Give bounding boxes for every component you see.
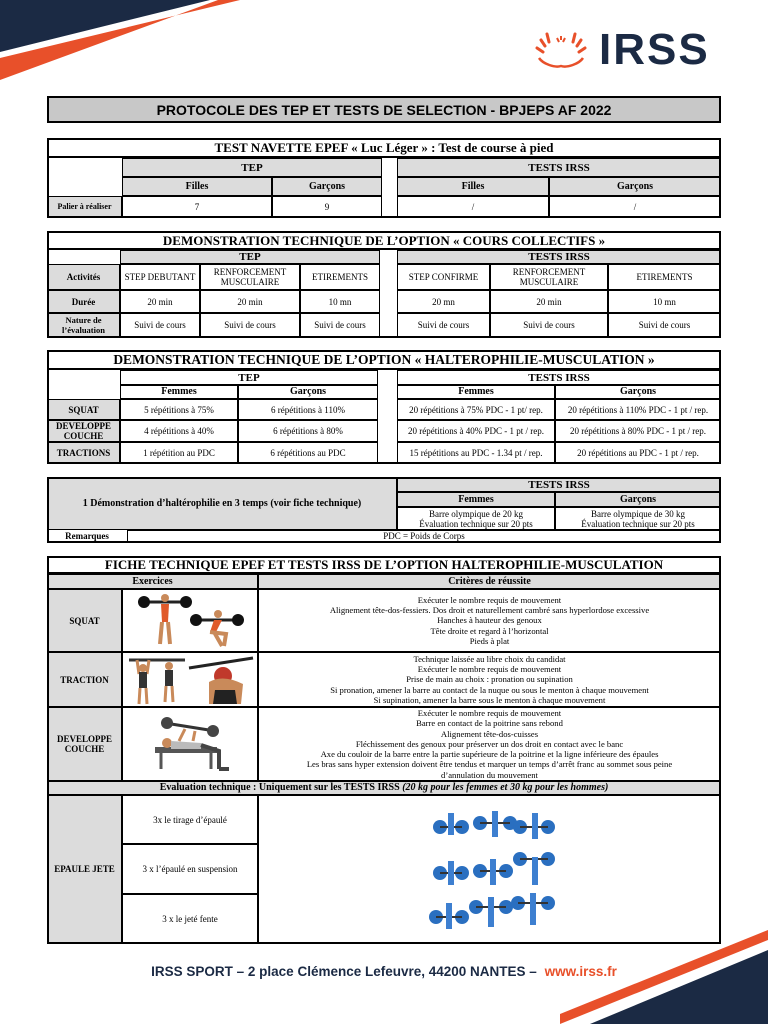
criterion: Exécuter le nombre requis de mouvement: [417, 664, 562, 675]
navette-irss-header: TESTS IRSS: [397, 158, 721, 177]
collectifs-title: DEMONSTRATION TECHNIQUE DE L’OPTION « COURS COLLECTIFS »: [47, 231, 721, 250]
halte-demo-garcons-eval: Évaluation technique sur 20 pts: [581, 518, 695, 529]
halte-pdc-note: PDC = Poids de Corps: [127, 530, 721, 542]
fiche-title: FICHE TECHNIQUE EPEF ET TESTS IRSS DE L’OPTION HALTEROPHILIE-MUSCULATION: [47, 556, 721, 574]
criterion: Alignement tête-dos-cuisses: [440, 728, 539, 739]
collectifs-row-duree: Durée: [47, 290, 120, 313]
halte-demo-irss-header: TESTS IRSS: [397, 477, 721, 492]
collectifs-row-nature: Nature de l’évaluation: [47, 313, 120, 337]
collectifs-tep-nature: Suivi de cours: [120, 313, 200, 337]
criterion: Les bras sans hyper extension doivent être tendus et marquer un temps d’arrêt franc au sommet sous peine: [306, 759, 673, 770]
fiche-col-criteres: Critères de réussite: [258, 574, 721, 589]
collectifs-tep-duree: 20 min: [200, 290, 300, 313]
halte-demo-garcons: Garçons: [555, 492, 721, 507]
fiche-col-exercices: Exercices: [47, 574, 258, 589]
collectifs-irss-nature: Suivi de cours: [397, 313, 490, 337]
collectifs-irss-nature: Suivi de cours: [608, 313, 721, 337]
halte-demo-femmes: Femmes: [397, 492, 555, 507]
halte-irss-femmes: Femmes: [397, 385, 555, 399]
halte-exercise-squat: SQUAT: [47, 399, 120, 420]
halte-exercise-tractions: TRACTIONS: [47, 442, 120, 463]
fiche-epaule-label: EPAULE JETE: [47, 795, 122, 943]
navette-tep-garcons-value: 9: [272, 196, 382, 217]
halte-irss-garcons: Garçons: [555, 385, 721, 399]
halte-irss-femmes-value: 15 répétitions au PDC - 1.34 pt / rep.: [397, 442, 555, 463]
criterion: Si supination, amener la barre sous le menton à chaque mouvement: [373, 694, 606, 705]
halte-exercise-developpe: DEVELOPPE COUCHE: [47, 420, 120, 442]
fiche-developpe-label: DEVELOPPE COUCHE: [47, 707, 122, 781]
criterion: Pieds à plat: [469, 635, 510, 646]
halte-tep-garcons-value: 6 répétitions à 80%: [238, 420, 378, 442]
laurel-book-icon: [533, 28, 589, 72]
navette-tep-garcons: Garçons: [272, 177, 382, 196]
halte-title: DEMONSTRATION TECHNIQUE DE L’OPTION « HALTEROPHILIE-MUSCULATION »: [47, 350, 721, 370]
irss-logo: [533, 25, 723, 74]
navette-irss-filles-value: /: [397, 196, 549, 217]
criterion: Fléchissement des genoux pour préserver un dos droit en contact avec le banc: [355, 738, 624, 749]
navette-title: TEST NAVETTE EPEF « Luc Léger » : Test de course à pied: [47, 138, 721, 158]
criterion: Prise de main au choix : pronation ou supination: [406, 674, 573, 685]
criterion: Tête droite et regard à l’horizontal: [430, 625, 549, 636]
collectifs-outline: [47, 231, 721, 338]
halte-demo-femmes-eval: Évaluation technique sur 20 pts: [419, 518, 533, 529]
criterion: Exécuter le nombre requis de mouvement: [417, 708, 562, 719]
collectifs-irss-header: TESTS IRSS: [397, 250, 721, 264]
halte-tep-femmes-value: 4 répétitions à 40%: [120, 420, 238, 442]
footer-link[interactable]: www.irss.fr: [544, 964, 617, 979]
collectifs-irss-nature: Suivi de cours: [490, 313, 608, 337]
halte-demo-text: 1 Démonstration d’haltérophilie en 3 temps (voir fiche technique): [47, 477, 397, 530]
navette-tep-filles-value: 7: [122, 196, 272, 217]
criterion: Hanches à hauteur des genoux: [437, 615, 542, 626]
navette-tep-header: TEP: [122, 158, 382, 177]
fiche-epaule-step: 3x le tirage d’épaulé: [122, 795, 258, 844]
fiche-squat-label: SQUAT: [47, 589, 122, 652]
collectifs-tep-header: TEP: [120, 250, 380, 264]
navette-irss-garcons: Garçons: [549, 177, 721, 196]
collectifs-tep-activity: RENFORCEMENT MUSCULAIRE: [200, 264, 300, 290]
criterion: Technique laissée au libre choix du candidat: [413, 653, 566, 664]
fiche-epaule-step: 3 x l’épaulé en suspension: [122, 844, 258, 894]
footer: [0, 964, 768, 979]
halte-outline: [47, 350, 721, 464]
halte-tep-garcons-value: 6 répétitions à 110%: [238, 399, 378, 420]
collectifs-tep-nature: Suivi de cours: [300, 313, 380, 337]
halte-irss-femmes-value: 20 répétitions à 40% PDC - 1 pt / rep.: [397, 420, 555, 442]
collectifs-tep-nature: Suivi de cours: [200, 313, 300, 337]
collectifs-irss-duree: 20 mn: [397, 290, 490, 313]
halte-tep-femmes-value: 1 répétition au PDC: [120, 442, 238, 463]
collectifs-tep-duree: 20 min: [120, 290, 200, 313]
navette-row-label: Palier à réaliser: [47, 196, 122, 217]
collectifs-row-activites: Activités: [47, 264, 120, 290]
halte-irss-garcons-value: 20 répétitions à 110% PDC - 1 pt / rep.: [555, 399, 721, 420]
collectifs-tep-activity: STEP DEBUTANT: [120, 264, 200, 290]
navette-tep-filles: Filles: [122, 177, 272, 196]
navette-outline: [47, 138, 721, 218]
collectifs-irss-duree: 20 min: [490, 290, 608, 313]
corner-decoration-top: [0, 0, 240, 90]
collectifs-tep-duree: 10 mn: [300, 290, 380, 313]
halte-demo-femmes-barre: Barre olympique de 20 kg: [429, 508, 523, 519]
halte-demo-garcons-barre: Barre olympique de 30 kg: [591, 508, 685, 519]
collectifs-irss-activity: RENFORCEMENT MUSCULAIRE: [490, 264, 608, 290]
halte-remarques-label: Remarques: [65, 531, 109, 541]
criterion: Alignement tête-dos-fessiers. Dos droit et naturellement cambré sans hyperlordose excessive: [329, 605, 650, 616]
navette-irss-filles: Filles: [397, 177, 549, 196]
fiche-traction-label: TRACTION: [47, 652, 122, 707]
fiche-eval-note: (20 kg pour les femmes et 30 kg pour les hommes): [402, 782, 609, 793]
navette-irss-garcons-value: /: [549, 196, 721, 217]
criterion: d’annulation du mouvement: [441, 769, 538, 780]
collectifs-irss-duree: 10 mn: [608, 290, 721, 313]
collectifs-irss-activity: STEP CONFIRME: [397, 264, 490, 290]
criterion: Si pronation, amener la barre au contact de la nuque ou sous le menton à chaque mouvement: [330, 684, 649, 695]
halte-tep-femmes: Femmes: [120, 385, 238, 399]
halte-tep-femmes-value: 5 répétitions à 75%: [120, 399, 238, 420]
logo-text: IRSS: [599, 25, 710, 74]
halte-tep-garcons-value: 6 répétitions au PDC: [238, 442, 378, 463]
halte-tep-garcons: Garçons: [238, 385, 378, 399]
fiche-outline: [47, 556, 721, 944]
fiche-epaule-step: 3 x le jeté fente: [122, 894, 258, 943]
page-title: PROTOCOLE DES TEP ET TESTS DE SELECTION - BPJEPS AF 2022: [47, 96, 721, 123]
halte-irss-header: TESTS IRSS: [397, 370, 721, 385]
criterion: Exécuter le nombre requis de mouvement: [417, 594, 562, 605]
halte-tep-header: TEP: [120, 370, 378, 385]
collectifs-tep-activity: ETIREMENTS: [300, 264, 380, 290]
halte-irss-femmes-value: 20 répétitions à 75% PDC - 1 pt/ rep.: [397, 399, 555, 420]
criterion: Barre en contact de la poitrine sans rebond: [416, 718, 563, 729]
halte-irss-garcons-value: 20 répétitions à 80% PDC - 1 pt / rep.: [555, 420, 721, 442]
halte-irss-garcons-value: 20 répétitions au PDC - 1 pt / rep.: [555, 442, 721, 463]
footer-address: IRSS SPORT – 2 place Clémence Lefeuvre, 44200 NANTES –: [151, 964, 537, 979]
halte-demo-outline: [47, 477, 721, 543]
fiche-eval-title: Evaluation technique : Uniquement sur les TESTS IRSS: [159, 782, 400, 793]
collectifs-irss-activity: ETIREMENTS: [608, 264, 721, 290]
criterion: Axe du couloir de la barre entre la partie supérieure de la poitrine et la ligne inférieure des épaules: [320, 749, 659, 760]
